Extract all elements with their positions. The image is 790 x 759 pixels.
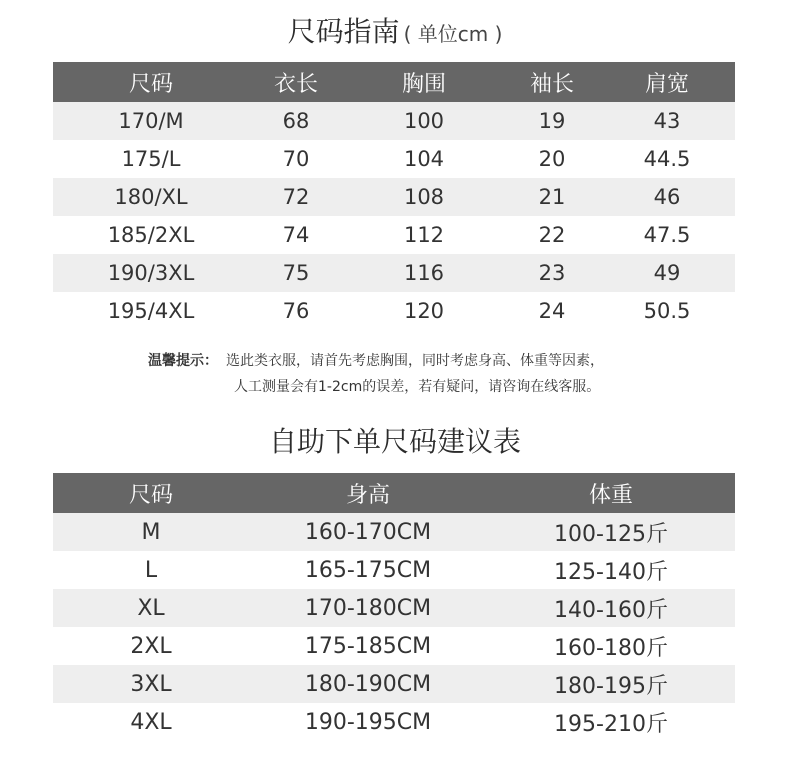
- table-cell: 125-140斤: [554, 559, 668, 585]
- table-cell: 100: [343, 102, 505, 140]
- table-cell: 68: [249, 102, 343, 140]
- table-cell: 20: [538, 147, 566, 171]
- table-cell: 49: [599, 254, 735, 292]
- header-chest: 胸围: [343, 62, 505, 102]
- table-cell: 120: [403, 299, 445, 323]
- table-cell: 75: [249, 254, 343, 292]
- table-cell: 47.5: [643, 223, 691, 247]
- table-cell: 22: [538, 223, 566, 247]
- table-cell: XL: [53, 589, 249, 627]
- header-size: 尺码: [53, 62, 249, 102]
- table-row: [53, 665, 735, 703]
- table-cell: 23: [505, 254, 599, 292]
- size-guide-title: [0, 12, 790, 54]
- table-row: [53, 140, 735, 178]
- table-cell: 74: [282, 223, 310, 247]
- table-row: [53, 589, 735, 627]
- table-cell: L: [144, 557, 158, 583]
- table-cell: 4XL: [130, 709, 172, 735]
- header-weight: 体重: [487, 473, 735, 513]
- table-row: [53, 627, 735, 665]
- table-cell: 76: [282, 299, 310, 323]
- unit-label: ( 单位cm ): [403, 22, 503, 46]
- table-row: [53, 102, 735, 140]
- table-cell: 190/3XL: [53, 254, 249, 292]
- table-cell: 72: [249, 178, 343, 216]
- size-guide-table: [53, 62, 735, 330]
- table-row: [53, 703, 735, 741]
- table-cell: 116: [343, 254, 505, 292]
- table-cell: 195/4XL: [107, 299, 195, 323]
- table-cell: 185/2XL: [107, 223, 195, 247]
- table-cell: 3XL: [53, 665, 249, 703]
- table-cell: 112: [403, 223, 445, 247]
- table-header-row: [53, 473, 735, 513]
- table-cell: 190-195CM: [304, 709, 432, 735]
- table-cell: 160-170CM: [249, 513, 487, 551]
- table-cell: 170-180CM: [249, 589, 487, 627]
- tip-label: 温馨提示：: [148, 353, 218, 369]
- header-height: 身高: [249, 473, 487, 513]
- table-row: [53, 513, 735, 551]
- table-cell: 180/XL: [53, 178, 249, 216]
- table-cell: 50.5: [643, 299, 691, 323]
- table-row: [53, 216, 735, 254]
- table-cell: 195-210斤: [554, 711, 668, 737]
- header-length: 衣长: [249, 62, 343, 102]
- size-suggestion-table: [53, 473, 735, 741]
- table-row: [53, 254, 735, 292]
- table-row: [53, 292, 735, 330]
- table-cell: 46: [599, 178, 735, 216]
- table-cell: 180-195斤: [487, 665, 735, 703]
- table-cell: 175/L: [121, 147, 181, 171]
- table-cell: 44.5: [643, 147, 691, 171]
- size-guide-title-text: 尺码指南: [287, 15, 400, 48]
- table-cell: 19: [505, 102, 599, 140]
- table-cell: 108: [343, 178, 505, 216]
- tip-text-1: 选此类衣服，请首先考虑胸围，同时考虑身高、体重等因素，: [226, 353, 604, 369]
- table-cell: 165-175CM: [304, 557, 432, 583]
- header-size: 尺码: [53, 473, 249, 513]
- table-cell: 100-125斤: [487, 513, 735, 551]
- table-cell: M: [53, 513, 249, 551]
- warm-tip: [148, 348, 604, 400]
- table-cell: 21: [505, 178, 599, 216]
- tip-line-1: [148, 348, 604, 374]
- table-cell: 170/M: [53, 102, 249, 140]
- table-cell: 2XL: [130, 633, 172, 659]
- table-row: [53, 178, 735, 216]
- table-header-row: [53, 62, 735, 102]
- suggestion-title: 自助下单尺码建议表: [268, 425, 521, 458]
- table-cell: 160-180斤: [554, 635, 668, 661]
- tip-text-2: 人工测量会有1-2cm的误差，若有疑问，请咨询在线客服。: [234, 379, 601, 395]
- table-cell: 140-160斤: [487, 589, 735, 627]
- header-shoulder: 肩宽: [599, 62, 735, 102]
- table-cell: 175-185CM: [304, 633, 432, 659]
- table-row: [53, 551, 735, 589]
- table-cell: 43: [599, 102, 735, 140]
- table-cell: 104: [403, 147, 445, 171]
- header-sleeve: 袖长: [505, 62, 599, 102]
- table-cell: 180-190CM: [249, 665, 487, 703]
- table-cell: 70: [282, 147, 310, 171]
- table-cell: 24: [538, 299, 566, 323]
